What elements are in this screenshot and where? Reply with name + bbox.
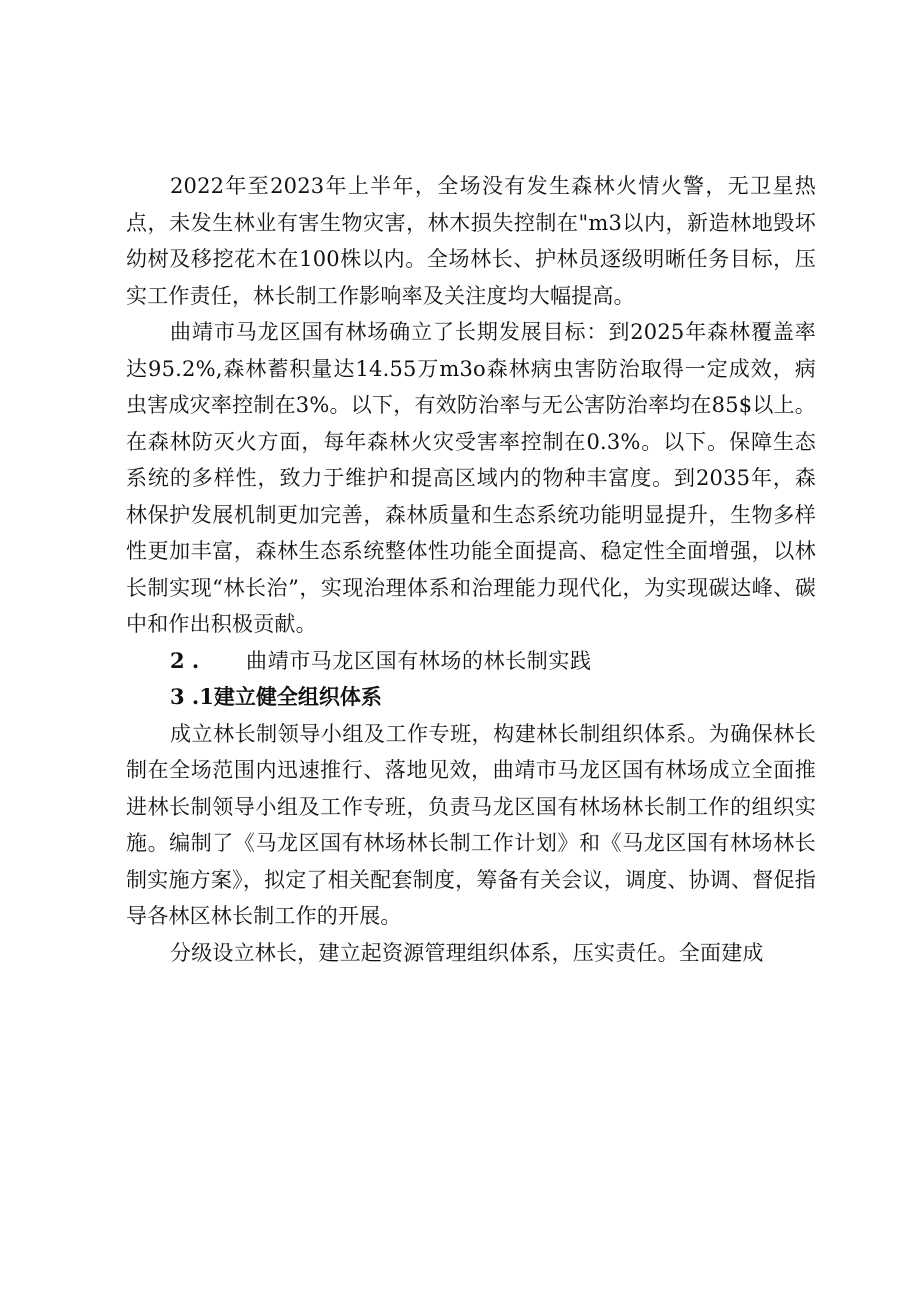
section-title: 曲靖市马龙区国有林场的林长制实践 — [246, 648, 592, 673]
paragraph-fire-safety-results: 2022年至2023年上半年，全场没有发生森林火情火警，无卫星热点，未发生林业有害生物灾害，林木损失控制在"m3以内，新造林地毁坏幼树及移挖花木在100株以内。全场林长、护林员逐级明晰任务目标，压实工作责任，林长制工作影响率及关注度均大幅提高。 — [126, 174, 816, 308]
subsection-title: 建立健全组织体系 — [213, 684, 382, 709]
subsection-heading — [126, 679, 816, 716]
section-number: 2 . — [170, 647, 200, 673]
paragraph-tiered-forest-chiefs: 分级设立林长，建立起资源管理组织体系，压实责任。全面建成 — [170, 940, 764, 965]
section-heading — [126, 643, 816, 680]
paragraph-development-goals: 曲靖市马龙区国有林场确立了长期发展目标：到2025年森林覆盖率达95.2%,森林蓄积量达14.55万m3o森林病虫害防治取得一定成效，病虫害成灾率控制在3%。以下，有效防治率与无公害防治率均在85$以上。在森林防灭火方面，每年森林火灾受害率控制在0.3%。以下。保障生态系统的多样性，致力于维护和提高区域内的物种丰富度。到2035年，森林保护发展机制更加完善，森林质量和生态系统功能明显提升，生物多样性更加丰富，森林生态系统整体性功能全面提高、稳定性全面增强，以林长制实现“林长治”，实现治理体系和治理能力现代化，为实现碳达峰、碳中和作出积极贡献。 — [126, 320, 816, 636]
subsection-number: 3 .1 — [170, 684, 214, 709]
document-body — [126, 168, 816, 971]
paragraph-organization-system: 成立林长制领导小组及工作专班，构建林长制组织体系。为确保林长制在全场范围内迅速推行、落地见效，曲靖市马龙区国有林场成立全面推进林长制领导小组及工作专班，负责马龙区国有林场林长制工作的组织实施。编制了《马龙区国有林场林长制工作计划》和《马龙区国有林场林长制实施方案》，拟定了相关配套制度，筹备有关会议，调度、协调、督促指导各林区林长制工作的开展。 — [126, 721, 816, 928]
